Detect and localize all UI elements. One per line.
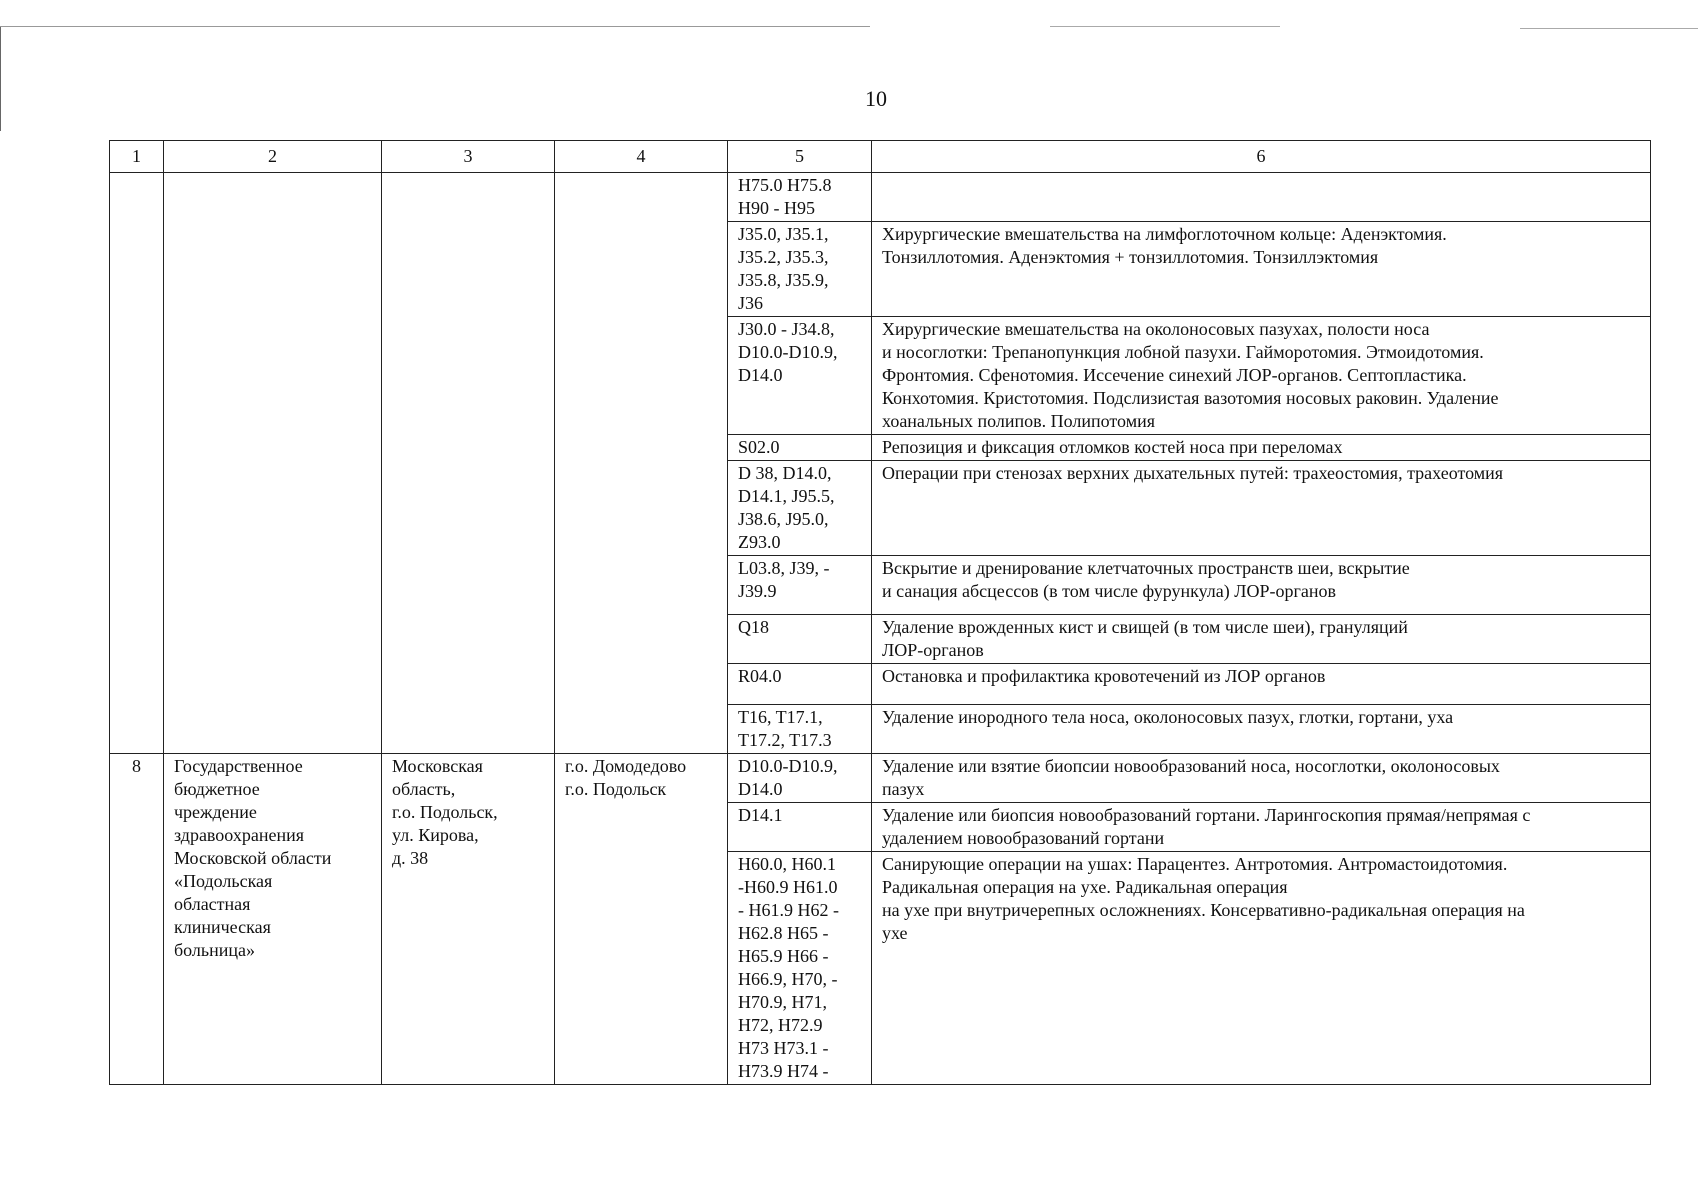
icd-codes-cell: H75.0 H75.8 H90 - H95 [728, 173, 872, 222]
row-number-cell: 8 [110, 754, 164, 1085]
institution-name-cell: Государственное бюджетное чреждение здравоохранения Московской области «Подольская областная клиническая больница» [164, 754, 382, 1085]
icd-codes-cell: J30.0 - J34.8, D10.0-D10.9, D14.0 [728, 317, 872, 435]
page-number: 10 [865, 86, 887, 111]
icd-codes-cell: D10.0-D10.9, D14.0 [728, 754, 872, 803]
icd-codes-cell: D 38, D14.0, D14.1, J95.5, J38.6, J95.0, Z93.0 [728, 461, 872, 556]
procedure-description-cell: Остановка и профилактика кровотечений из ЛОР органов [872, 664, 1651, 705]
procedure-description-cell: Удаление или биопсия новообразований гортани. Ларингоскопия прямая/непрямая с удалением новообразований гортани [872, 803, 1651, 852]
header-cell: 1 [110, 141, 164, 173]
procedure-description-cell: Удаление или взятие биопсии новообразований носа, носоглотки, околоносовых пазух [872, 754, 1651, 803]
procedure-description-cell: Операции при стенозах верхних дыхательных путей: трахеостомия, трахеотомия [872, 461, 1651, 556]
procedure-description-cell: Санирующие операции на ушах: Парацентез. Антротомия. Антромастоидотомия. Радикальная операция на ухе. Радикальная операция на ухе при внутричерепных осложнениях. Консервативно-радикальная операция на ухе [872, 852, 1651, 1085]
header-cell: 2 [164, 141, 382, 173]
empty-cell-col1 [110, 173, 164, 754]
header-cell: 6 [872, 141, 1651, 173]
icd-codes-cell: R04.0 [728, 664, 872, 705]
header-row [110, 141, 1651, 173]
procedure-description-cell: Удаление инородного тела носа, околоносовых пазух, глотки, гортани, уха [872, 705, 1651, 754]
icd-codes-cell: J35.0, J35.1, J35.2, J35.3, J35.8, J35.9, J36 [728, 222, 872, 317]
institution-address-cell: Московская область, г.о. Подольск, ул. Кирова, д. 38 [382, 754, 555, 1085]
group-previous [110, 173, 1651, 754]
icd-codes-cell: L03.8, J39, - J39.9 [728, 556, 872, 615]
empty-cell-col2 [164, 173, 382, 754]
table-row [110, 173, 1651, 222]
header-cell: 3 [382, 141, 555, 173]
icd-codes-cell: S02.0 [728, 435, 872, 461]
scan-top-line-far-right [1520, 28, 1698, 29]
scan-edge-line [0, 26, 1, 131]
service-territory-cell: г.о. Домодедово г.о. Подольск [555, 754, 728, 1085]
icd-codes-cell: Q18 [728, 615, 872, 664]
table-row [110, 754, 1651, 803]
procedure-description-cell: Хирургические вмешательства на лимфоглоточном кольце: Аденэктомия. Тонзиллотомия. Аденэктомия + тонзиллотомия. Тонзиллэктомия [872, 222, 1651, 317]
icd-codes-cell: T16, T17.1, T17.2, T17.3 [728, 705, 872, 754]
scan-top-line [0, 26, 870, 27]
empty-cell-col3 [382, 173, 555, 754]
header-cell: 4 [555, 141, 728, 173]
icd-codes-cell: D14.1 [728, 803, 872, 852]
procedure-description-cell: Удаление врожденных кист и свищей (в том числе шеи), грануляций ЛОР-органов [872, 615, 1651, 664]
group-8 [110, 754, 1651, 1085]
icd-codes-cell: H60.0, H60.1 -H60.9 H61.0 - H61.9 H62 - H62.8 H65 - H65.9 H66 - H66.9, H70, - H70.9, H71, H72, H72.9 H73 H73.1 - H73.9 H74 - [728, 852, 872, 1085]
empty-cell-col4 [555, 173, 728, 754]
scan-top-line-right [1050, 26, 1280, 27]
procedure-description-cell: Репозиция и фиксация отломков костей носа при переломах [872, 435, 1651, 461]
services-table [109, 140, 1651, 1085]
procedure-description-cell [872, 173, 1651, 222]
header-cell: 5 [728, 141, 872, 173]
procedure-description-cell: Вскрытие и дренирование клетчаточных пространств шеи, вскрытие и санация абсцессов (в том числе фурункула) ЛОР-органов [872, 556, 1651, 615]
procedure-description-cell: Хирургические вмешательства на околоносовых пазухах, полости носа и носоглотки: Трепанопункция лобной пазухи. Гайморотомия. Этмоидотомия. Фронтомия. Сфенотомия. Иссечение синехий ЛОР-органов. Септопластика. Конхотомия. Кристотомия. Подслизистая вазотомия носовых раковин. Удаление хоанальных полипов. Полипотомия [872, 317, 1651, 435]
